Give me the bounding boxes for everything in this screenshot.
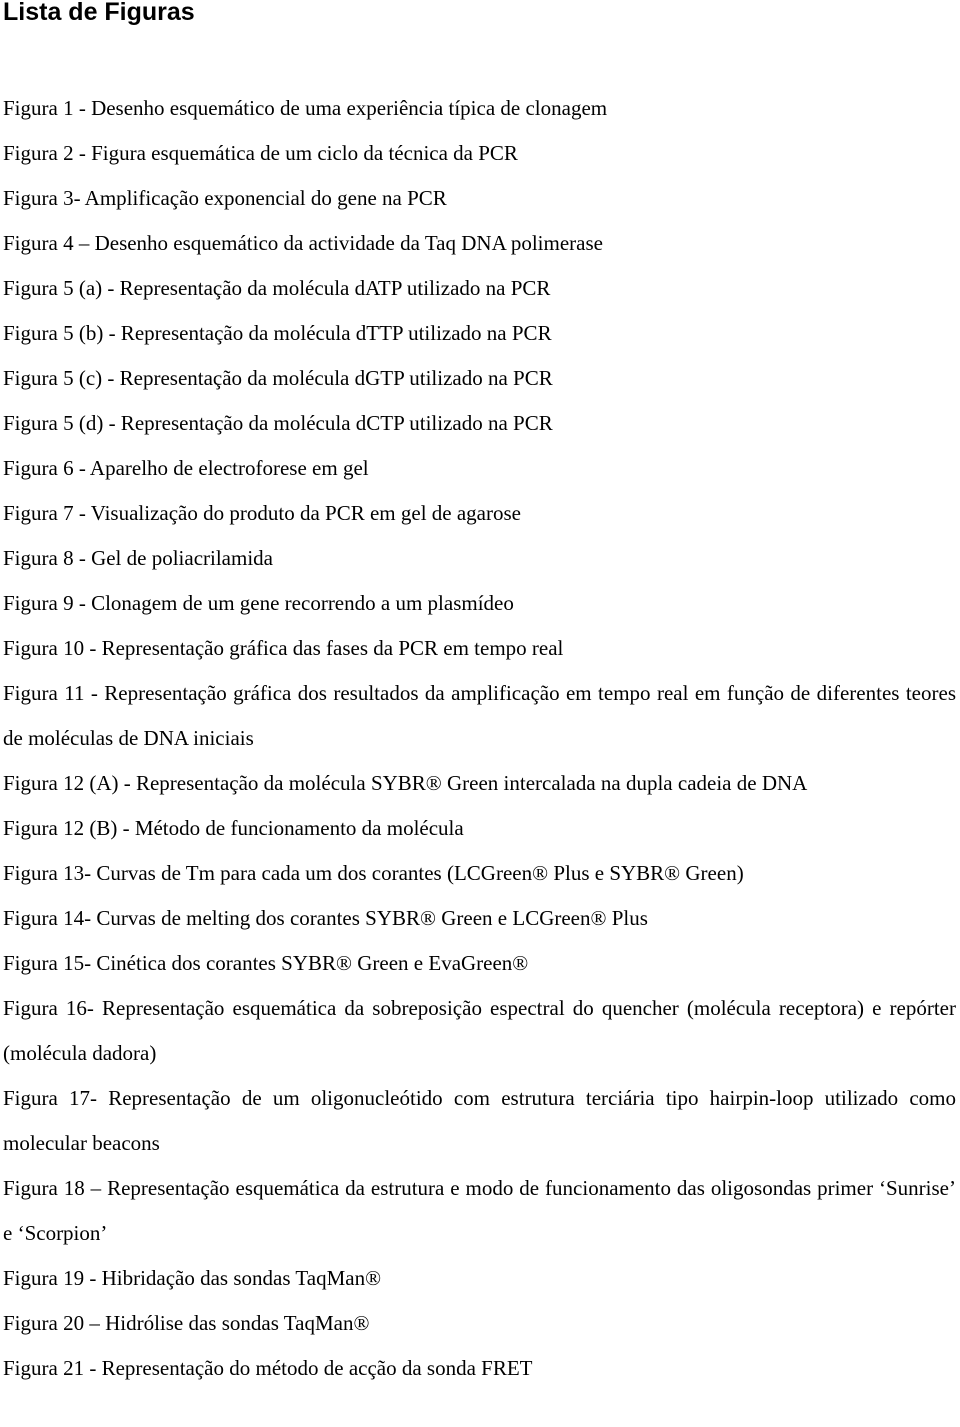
figure-entry: Figura 17- Representação de um oligonucleótido com estrutura terciária tipo hairpin-loop utilizado como molecular beacons <box>3 1086 956 1155</box>
figure-entry: Figura 21 - Representação do método de acção da sonda FRET <box>3 1356 533 1380</box>
figure-entry: Figura 8 - Gel de poliacrilamida <box>3 546 273 570</box>
figure-entry: Figura 16- Representação esquemática da sobreposição espectral do quencher (molécula receptora) e repórter (molécula dadora) <box>3 996 956 1065</box>
figure-entry: Figura 3- Amplificação exponencial do gene na PCR <box>3 186 447 210</box>
figure-entry: Figura 1 - Desenho esquemático de uma experiência típica de clonagem <box>3 96 608 120</box>
figure-entry: Figura 5 (b) - Representação da molécula dTTP utilizado na PCR <box>3 321 552 345</box>
page-title: Lista de Figuras <box>3 0 195 26</box>
figure-entry: Figura 6 - Aparelho de electroforese em gel <box>3 456 369 480</box>
figure-list <box>3 86 956 1391</box>
figure-entry: Figura 12 (B) - Método de funcionamento da molécula <box>3 816 464 840</box>
figure-entry: Figura 10 - Representação gráfica das fases da PCR em tempo real <box>3 636 564 660</box>
figure-entry: Figura 18 – Representação esquemática da estrutura e modo de funcionamento das oligosondas primer ‘Sunrise’ e ‘Scorpion’ <box>3 1176 956 1245</box>
figure-entry: Figura 12 (A) - Representação da molécula SYBR® Green intercalada na dupla cadeia de DNA <box>3 771 808 795</box>
figure-entry: Figura 20 – Hidrólise das sondas TaqMan® <box>3 1311 370 1335</box>
figure-entry: Figura 4 – Desenho esquemático da actividade da Taq DNA polimerase <box>3 231 603 255</box>
figure-entry: Figura 14- Curvas de melting dos corantes SYBR® Green e LCGreen® Plus <box>3 906 648 930</box>
figure-entry: Figura 5 (a) - Representação da molécula dATP utilizado na PCR <box>3 276 551 300</box>
figure-entry: Figura 9 - Clonagem de um gene recorrendo a um plasmídeo <box>3 591 514 615</box>
figure-entry: Figura 11 - Representação gráfica dos resultados da amplificação em tempo real em função de diferentes teores de moléculas de DNA iniciais <box>3 681 956 750</box>
figure-entry: Figura 5 (d) - Representação da molécula dCTP utilizado na PCR <box>3 411 553 435</box>
figure-entry: Figura 19 - Hibridação das sondas TaqMan® <box>3 1266 382 1290</box>
figure-entry: Figura 7 - Visualização do produto da PCR em gel de agarose <box>3 501 521 525</box>
figure-entry: Figura 13- Curvas de Tm para cada um dos corantes (LCGreen® Plus e SYBR® Green) <box>3 861 744 885</box>
figure-entry: Figura 15- Cinética dos corantes SYBR® Green e EvaGreen® <box>3 951 529 975</box>
figure-entry: Figura 5 (c) - Representação da molécula dGTP utilizado na PCR <box>3 366 553 390</box>
figure-entry: Figura 2 - Figura esquemática de um ciclo da técnica da PCR <box>3 141 518 165</box>
